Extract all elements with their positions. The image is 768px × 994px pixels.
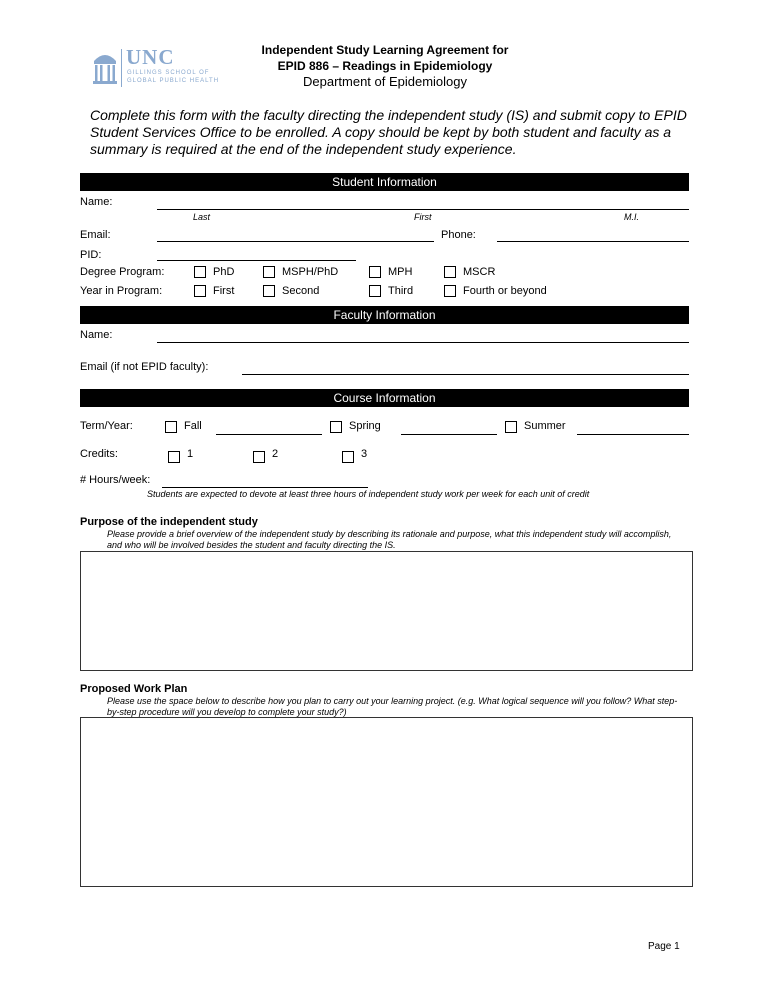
faculty-email-field[interactable] <box>242 374 689 375</box>
degree-program-label: Degree Program: <box>80 266 165 278</box>
term-spring-year-field[interactable] <box>401 434 497 435</box>
credits-label: Credits: <box>80 448 118 460</box>
faculty-name-field[interactable] <box>157 342 689 343</box>
degree-mscr-checkbox[interactable] <box>444 266 456 278</box>
student-information-heading: Student Information <box>80 173 689 191</box>
credits-2-label: 2 <box>272 448 279 460</box>
logo-name: UNC <box>126 45 175 69</box>
year-second-checkbox[interactable] <box>263 285 275 297</box>
faculty-name-label: Name: <box>80 329 113 341</box>
department-name: Department of Epidemiology <box>302 74 468 89</box>
term-year-label: Term/Year: <box>80 420 133 432</box>
hours-per-week-label: # Hours/week: <box>80 474 151 486</box>
student-phone-field[interactable] <box>497 241 689 242</box>
last-name-hint: Last <box>193 212 211 222</box>
student-pid-field[interactable] <box>157 260 356 261</box>
degree-phd-checkbox[interactable] <box>194 266 206 278</box>
old-well-icon <box>92 49 118 87</box>
page-number: Page 1 <box>648 941 680 952</box>
year-in-program-label: Year in Program: <box>80 285 163 297</box>
work-plan-heading: Proposed Work Plan <box>80 683 188 695</box>
hours-per-week-field[interactable] <box>162 487 368 488</box>
credits-1-label: 1 <box>187 448 194 460</box>
student-pid-label: PID: <box>80 249 102 261</box>
term-summer-checkbox[interactable] <box>505 421 517 433</box>
hours-note: Students are expected to devote at least three hours of independent study work per week for each unit of credit <box>147 489 590 499</box>
degree-mph-checkbox[interactable] <box>369 266 381 278</box>
credits-3-label: 3 <box>361 448 368 460</box>
degree-mph-label: MPH <box>388 266 413 278</box>
term-fall-checkbox[interactable] <box>165 421 177 433</box>
form-title-line1: Independent Study Learning Agreement for <box>261 43 509 57</box>
degree-msph-phd-label: MSPH/PhD <box>282 266 339 278</box>
first-name-hint: First <box>414 212 432 222</box>
term-fall-label: Fall <box>184 420 202 432</box>
term-fall-year-field[interactable] <box>216 434 322 435</box>
year-fourth-label: Fourth or beyond <box>463 285 547 297</box>
form-title-line2: EPID 886 – Readings in Epidemiology <box>277 59 493 73</box>
work-plan-textarea[interactable] <box>80 717 693 887</box>
purpose-instructions: Please provide a brief overview of the independent study by describing its rationale and purpose, what this independent study will accomplish, and who will be involved besides the student and faculty directing the IS. <box>107 529 672 550</box>
credits-1-checkbox[interactable] <box>168 451 180 463</box>
student-email-label: Email: <box>80 229 111 241</box>
faculty-information-heading: Faculty Information <box>80 306 689 324</box>
purpose-textarea[interactable] <box>80 551 693 671</box>
credits-2-checkbox[interactable] <box>253 451 265 463</box>
degree-phd-label: PhD <box>213 266 235 278</box>
student-name-field[interactable] <box>157 209 689 210</box>
student-phone-label: Phone: <box>441 229 476 241</box>
degree-msph-phd-checkbox[interactable] <box>263 266 275 278</box>
purpose-heading: Purpose of the independent study <box>80 516 258 528</box>
logo-sub2: GLOBAL PUBLIC HEALTH <box>127 78 220 84</box>
year-fourth-checkbox[interactable] <box>444 285 456 297</box>
term-spring-label: Spring <box>349 420 381 432</box>
work-plan-instructions: Please use the space below to describe how you plan to carry out your learning project. (e.g. What logical sequence will you follow? What step-by-step procedure will you develop to complete your study?) <box>107 696 678 717</box>
degree-mscr-label: MSCR <box>463 266 496 278</box>
course-information-heading: Course Information <box>80 389 689 407</box>
term-summer-year-field[interactable] <box>577 434 689 435</box>
faculty-email-label: Email (if not EPID faculty): <box>80 361 209 373</box>
credits-3-checkbox[interactable] <box>342 451 354 463</box>
logo-sub1: GILLINGS SCHOOL OF <box>127 70 210 76</box>
year-third-checkbox[interactable] <box>369 285 381 297</box>
intro-paragraph: Complete this form with the faculty directing the independent study (IS) and submit copy to EPID Student Services Office to be enrolled. A copy should be kept by both student and faculty as a summary is required at the end of the independent study experience. <box>90 107 687 157</box>
middle-initial-hint: M.I. <box>624 212 639 222</box>
year-second-label: Second <box>282 285 320 297</box>
year-first-label: First <box>213 285 235 297</box>
year-first-checkbox[interactable] <box>194 285 206 297</box>
student-email-field[interactable] <box>157 241 434 242</box>
term-spring-checkbox[interactable] <box>330 421 342 433</box>
year-third-label: Third <box>388 285 414 297</box>
student-name-label: Name: <box>80 196 113 208</box>
term-summer-label: Summer <box>524 420 566 432</box>
